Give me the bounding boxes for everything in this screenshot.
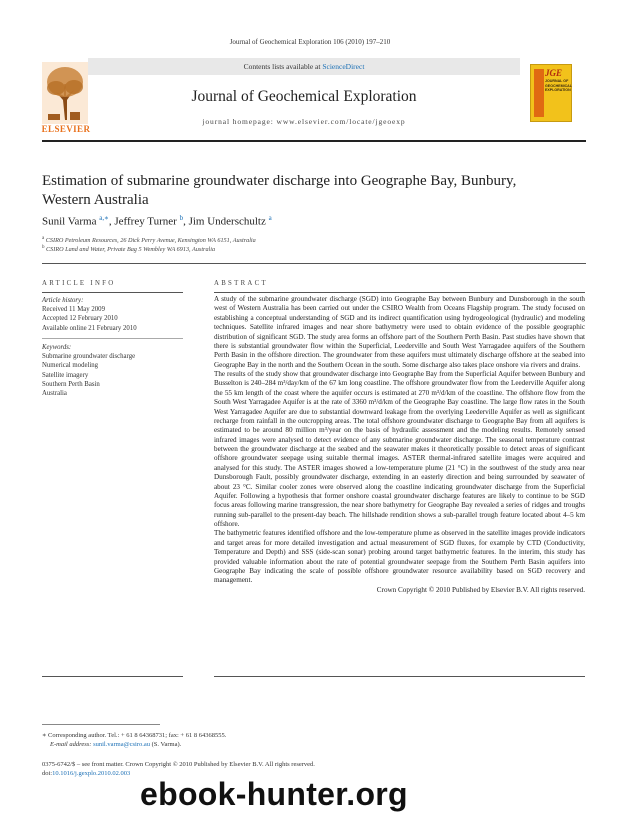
corresponding-author-footnote — [42, 731, 442, 749]
abstract-heading: ABSTRACT — [214, 280, 268, 287]
journal-citation: Journal of Geochemical Exploration 106 (2010) 197–210 — [229, 38, 391, 46]
header-divider — [42, 140, 586, 142]
author-affiliation-marker[interactable]: a,∗ — [99, 214, 109, 222]
keyword: Submarine groundwater discharge — [42, 353, 136, 361]
author-name: Jim Underschultz — [188, 215, 266, 228]
elsevier-tree-logo — [42, 62, 88, 124]
keywords-divider — [42, 338, 183, 339]
article-info-bottom-rule — [42, 676, 183, 677]
history-item: Accepted 12 February 2010 — [42, 315, 118, 323]
keywords-label: Keywords: — [42, 344, 72, 351]
abstract-paragraph: The bathymetric features identified offshore and the low-temperature plume as observed in the satellite images provide indicators and target areas for more detailed investigation and actual measurement of SGD fluxes, for example by CTD (Conductivity, Temperature and Depth) and SSS (side-scan sonar) probing around target bathymetric features. In the interim, this study has provided valuable information about the rate of potential groundwater seepage from the Southern Perth Basin aquifers into Geographe Bay indicating the scale of possible offshore groundwater resource availability based on SGD recovery and management. — [214, 529, 585, 585]
abstract-paragraph: A study of the submarine groundwater discharge (SGD) into Geographe Bay between Bunbury and Dunsborough in the south west of Western Australia has been carried out under the CSIRO Wealth from Oceans Flagship program. The study focused on establishing a conceptual understanding of SGD and its indirect quantification using hydrogeological (hydraulic) and modeling techniques. Satellite infrared images and near shore bathymetry were used to obtain evidence of the possible geographic distribution of significant SGD. The study area forms an offshore part of the Southern Perth Basin. Past studies have shown that there is substantial groundwater flow within the Superficial, Leederville and South West Yarragadee aquifers of the Southern Perth Basin in the offshore direction. The groundwater from these aquifers must ultimately discharge offshore at the seabed into Geographe Bay in the north and the Southern Ocean in the south. Some discharge also takes place onshore via rivers and drains. — [214, 295, 585, 369]
affiliation-marker: a — [42, 236, 45, 241]
journal-cover-image — [530, 64, 572, 122]
keyword: Australia — [42, 390, 67, 398]
email-link[interactable]: sunil.varma@csiro.au — [93, 741, 150, 748]
history-item: Received 11 May 2009 — [42, 306, 105, 314]
doi-label: doi: — [42, 770, 53, 777]
contents-bar — [88, 58, 520, 75]
author-list: Sunil Varma $^{a,∗}$, Jeffrey Turner $^b$, Jim Underschultz $^a$ — [42, 214, 272, 228]
journal-homepage[interactable]: journal homepage: www.elsevier.com/locate/jgeoexp — [202, 117, 406, 126]
abstract-body — [214, 295, 585, 595]
history-item: Available online 21 February 2010 — [42, 324, 137, 332]
keyword: Satellite imagery — [42, 371, 89, 379]
article-title: Estimation of submarine groundwater discharge into Geographe Bay, Bunbury, Western Australia — [42, 173, 517, 208]
abstract-paragraph: The results of the study show that groundwater discharge into Geographe Bay from the Superficial Aquifer between Bunbury and Busselton is 240–284 m³/day/km of the 67 km long coastline. The offshore groundwater flow from the Leederville Aquifer along the 55 km length of the coast where the aquifer occurs is estimated at 270 m³/d/km of the coastline. The offshore flow from the South West Yarragadee Aquifer is at the rate of 3360 m³/d/km of the Geographe Bay coastline. The large flow rates in the South West Yarragadee Aquifer are due to substantial downward leakage from the overlying Leederville Aquifer as well as significant recharge from rainfall in the outcropping areas. The total offshore groundwater discharge to Geographe Bay from all aquifers is estimated to be around 80 million m³/year on the basis of hydraulic assessment and the modeling results. Remotely sensed infrared images were analysed to detect evidence of any submarine groundwater discharge. The seasonal temperature contrast between the groundwater discharge at the seabed and the seawater makes it theoretically possible to detect areas of significant offshore groundwater seepage using suitable thermal images. ASTER thermal-infrared satellite images were acquired and analysed for this study. The ASTER images showed a low-temperature plume (21 °C) in the southwest of the study area near Dunsborough Fault, possibly groundwater discharge, extending in an easterly direction and being surrounded by seawater of about 23 °C. Similar cooler zones were observed along the coastline indicating groundwater discharge from the Superficial Aquifer. Following a hypothesis that former onshore coastal groundwater discharge features are likely to continue to be SGD focus areas following marine transgression, the near shore bathymetry for Geographe Bay revealed a series of ridges and troughs running sub-parallel to the present-day beach. The hillshade rendition shows a sub-parallel trough feature located about 4–5 km offshore. — [214, 370, 585, 528]
footnote-rule — [42, 724, 160, 725]
copyright-notice: Crown Copyright © 2010 Published by Elsevier B.V. All rights reserved. — [376, 585, 585, 594]
cover-abbrev: JGE — [545, 68, 563, 78]
author-name: Sunil Varma — [42, 215, 97, 228]
elsevier-logo-text: ELSEVIER — [41, 124, 91, 134]
email-label: E-mail address: — [50, 741, 92, 748]
article-info-divider — [42, 292, 183, 293]
journal-title[interactable]: Journal of Geochemical Exploration — [191, 88, 417, 105]
contents-prefix: Contents lists available at — [243, 62, 321, 71]
keywords-list — [42, 343, 182, 398]
issn-line: 0375-6742/$ – see front matter. Crown Copyright © 2010 Published by Elsevier B.V. All rights reserved. — [42, 761, 315, 768]
article-info-heading: ARTICLE INFO — [42, 280, 116, 287]
author-affiliation-marker[interactable]: a — [268, 214, 272, 222]
abstract-bottom-rule — [214, 676, 585, 677]
email-suffix: (S. Varma). — [151, 741, 182, 748]
author-name: Jeffrey Turner — [114, 215, 177, 228]
affiliation-text: CSIRO Petroleum Resources, 26 Dick Perry Avenue, Kensington WA 6151, Australia — [45, 237, 256, 245]
watermark-text: ebook-hunter.org — [140, 776, 408, 812]
corresponding-author-contact: ∗ Corresponding author. Tel.: + 61 8 64368731; fax: + 61 8 64368555. — [42, 732, 227, 739]
author-affiliation-marker[interactable]: b — [179, 214, 184, 222]
article-history — [42, 296, 182, 333]
affiliation-text: CSIRO Land and Water, Private Bag 5 Wembley WA 6913, Australia — [46, 246, 216, 254]
abstract-divider — [214, 292, 585, 293]
doi-link[interactable]: 10.1016/j.gexplo.2010.02.003 — [52, 770, 131, 777]
affiliation — [42, 236, 582, 244]
history-label: Article history: — [42, 297, 84, 304]
section-divider — [42, 263, 586, 264]
cover-title: JOURNAL OF GEOCHEMICAL EXPLORATION — [545, 79, 572, 93]
keyword: Numerical modeling — [42, 362, 99, 370]
keyword: Southern Perth Basin — [42, 380, 100, 388]
affiliation — [42, 245, 582, 253]
affiliation-marker: b — [42, 245, 45, 250]
sciencedirect-link[interactable]: ScienceDirect — [322, 62, 365, 71]
